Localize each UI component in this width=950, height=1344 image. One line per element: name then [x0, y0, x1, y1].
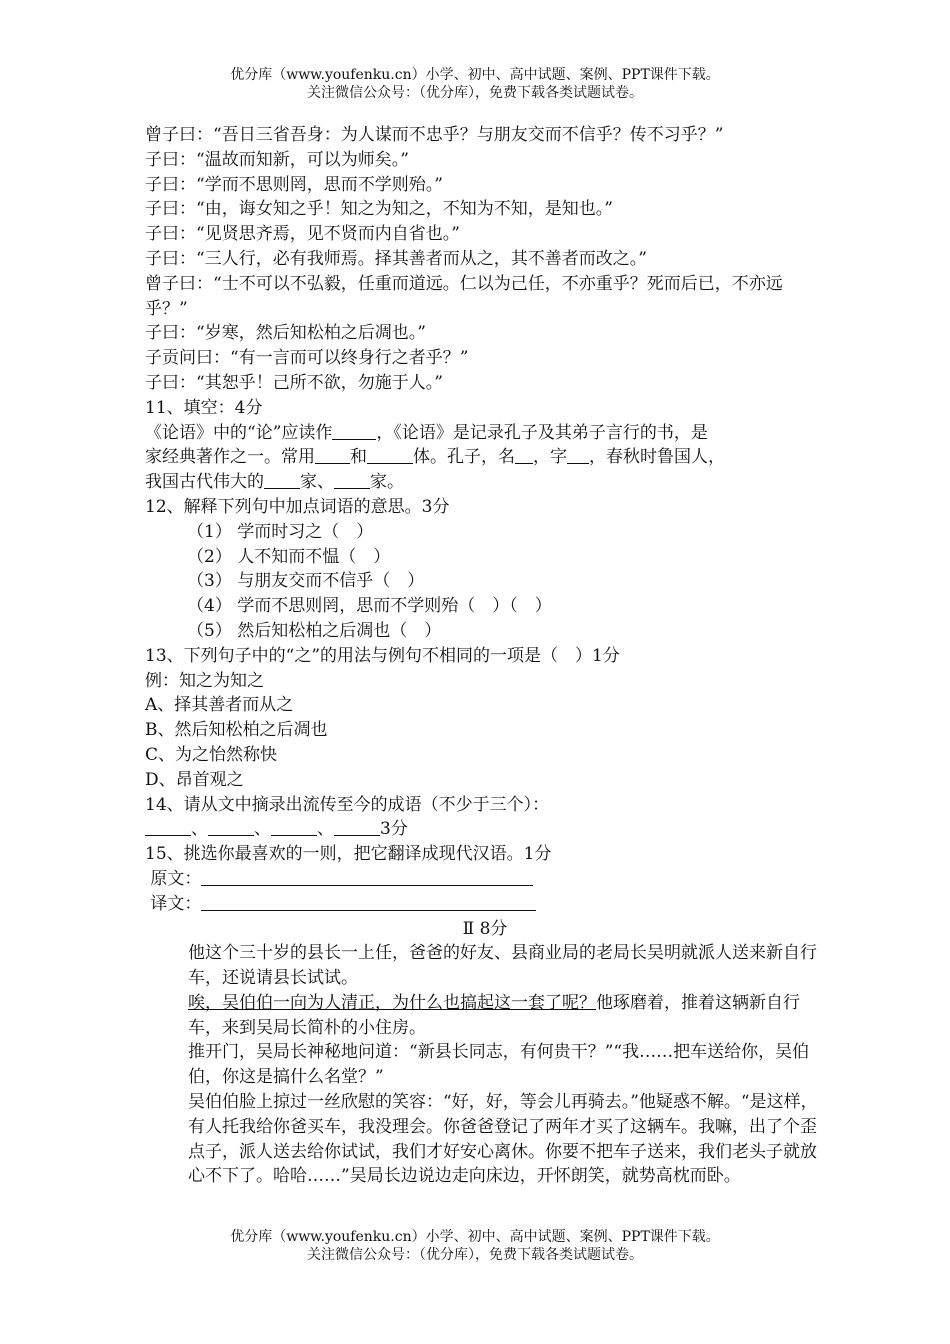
q11-blank-courtesy-name[interactable]: [567, 447, 589, 464]
q11-blank-role-2[interactable]: [334, 472, 370, 489]
passage-paragraph-4: 吴伯伯脸上掠过一丝欣慰的笑容：“好，好，等会儿再骑去。”他疑惑不解。“是这样，有人托我给你爸买车，我没理会。你爸爸登记了两年才买了这辆车。我嘛，出了个歪点子，派人送去给你试试，我们才好安心离休。你要不把车子送来，我们老头子就放心不下了。哈哈……”吴局长边说边走向床边，开怀朗笑，就势高枕而卧。: [188, 1092, 818, 1187]
q13-option-c: C、为之怡然称快: [145, 744, 278, 765]
quote-2: 子曰：“温故而知新，可以为师矣。”: [145, 149, 409, 170]
q11-text-2: ，《论语》是记录孔子及其弟子言行的书，是: [376, 422, 708, 443]
section-2-heading: Ⅱ 8分: [462, 918, 508, 939]
q11-text-4: 和: [350, 447, 367, 468]
q11-text-1: 《论语》中的“论”应读作: [145, 422, 333, 443]
q13-option-d: D、昂首观之: [145, 769, 244, 790]
q12-item-3: （3） 与朋友交而不信乎（ ）: [187, 571, 425, 592]
passage-paragraph-2: [145, 991, 825, 1041]
q11-blank-role-1[interactable]: [264, 472, 300, 489]
quote-3: 子曰：“学而不思则罔，思而不学则殆。”: [145, 174, 443, 195]
q11-line-3: [145, 470, 825, 495]
q11-blank-style-2[interactable]: [367, 447, 413, 464]
quote-1: 曾子曰：“吾日三省吾身：为人谋而不忠乎？与朋友交而不信乎？传不习乎？”: [145, 125, 724, 145]
page-footer: [0, 1228, 950, 1264]
q12-item-1: （1） 学而时习之（ ）: [187, 521, 374, 542]
q11-text-5: 体。孔子，名: [413, 447, 515, 468]
q13-example: 例：知之为知之: [145, 670, 264, 691]
header-line-1: 优分库（www.youfenku.cn）小学、初中、高中试题、案例、PPT课件下载。: [230, 67, 720, 83]
q13-option-a: A、择其善者而从之: [145, 695, 294, 716]
q13-title: 13、下列句子中的“之”的用法与例句不相同的一项是（ ）1分: [145, 645, 620, 666]
q11-blank-style-1[interactable]: [315, 447, 350, 464]
q14-answer-line: [145, 817, 825, 842]
q14-blank-1[interactable]: [145, 819, 191, 836]
quote-4: 子曰：“由，诲女知之乎！知之为知之，不知为不知，是知也。”: [145, 199, 613, 220]
q11-text-9: 家、: [300, 472, 334, 493]
quote-5: 子曰：“见贤思齐焉，见不贤而内自省也。”: [145, 224, 460, 245]
page-header: [0, 66, 950, 102]
q15-title: 15、挑选你最喜欢的一则，把它翻译成现代汉语。1分: [145, 844, 552, 865]
footer-line-1: 优分库（www.youfenku.cn）小学、初中、高中试题、案例、PPT课件下载。: [230, 1229, 720, 1245]
q14-blank-4[interactable]: [334, 819, 380, 836]
quote-8: 子曰：“岁寒，然后知松柏之后凋也。”: [145, 323, 426, 344]
q15-original-label: 原文：: [150, 868, 202, 889]
header-line-2: 关注微信公众号：（优分库），免费下载各类试题试卷。: [307, 85, 643, 101]
q12-item-5: （5） 然后知松柏之后凋也（ ）: [187, 620, 442, 641]
passage-paragraph-1: 他这个三十岁的县长一上任，爸爸的好友、县商业局的老局长吴明就派人送来新自行车，还说请县长试试。: [188, 943, 817, 989]
quote-9: 子贡问曰：“有一言而可以终身行之者乎？”: [145, 348, 469, 369]
footer-line-2: 关注微信公众号：（优分库），免费下载各类试题试卷。: [307, 1247, 643, 1263]
q11-text-3: 家经典著作之一。常用: [145, 447, 315, 468]
q12-item-4: （4） 学而不思则罔，思而不学则殆（ ）（ ）: [187, 596, 552, 617]
q11-text-6: ，字: [533, 447, 567, 468]
q11-blank-pronunciation[interactable]: [332, 423, 376, 440]
q14-sep-2: 、: [254, 819, 271, 840]
q15-original-line: [145, 867, 825, 892]
passage-underlined-sentence: 唉，吴伯伯一向为人清正，为什么也搞起这一套了呢？: [188, 992, 596, 1013]
document-body: [145, 123, 825, 1189]
q13-option-b: B、然后知松柏之后凋也: [145, 720, 328, 741]
quote-7: 曾子曰：“士不可以不弘毅，任重而道远。仁以为己任，不亦重乎？死而后已，不亦远乎？”: [145, 273, 783, 319]
quote-10: 子曰：“其恕乎！己所不欲，勿施于人。”: [145, 372, 443, 393]
q14-blank-3[interactable]: [271, 819, 317, 836]
q15-translation-blank[interactable]: [201, 894, 536, 911]
passage-paragraph-2-rest: 他琢磨着，推着这辆新自行车，来到吴局长简朴的小住房。: [188, 992, 800, 1038]
q15-translation-line: [145, 892, 825, 917]
q14-title: 14、请从文中摘录出流传至今的成语（不少于三个）：: [145, 794, 550, 815]
q12-title: 12、解释下列句中加点词语的意思。3分: [145, 496, 450, 517]
q11-line-1: [145, 421, 825, 446]
q11-text-7: ，春秋时鲁国人，: [589, 447, 725, 468]
passage-paragraph-3: 推开门，吴局长神秘地问道：“新县长同志，有何贵干？”“我……把车送给你，吴伯伯，你这是搞什么名堂？”: [188, 1042, 810, 1088]
q12-item-2: （2） 人不知而不愠（ ）: [187, 546, 391, 567]
q14-sep-1: 、: [191, 819, 208, 840]
quote-6: 子曰：“三人行，必有我师焉。择其善者而从之，其不善者而改之。”: [145, 248, 647, 269]
q11-line-2: [145, 445, 825, 470]
q15-original-blank[interactable]: [201, 869, 533, 886]
q14-blank-2[interactable]: [208, 819, 254, 836]
q14-score: 3分: [380, 819, 408, 840]
q14-sep-3: 、: [317, 819, 334, 840]
q11-blank-name[interactable]: [515, 447, 533, 464]
q15-translation-label: 译文：: [150, 893, 202, 914]
q11-text-10: 家。: [370, 472, 404, 493]
q11-title: 11、填空：4分: [145, 397, 263, 418]
q11-text-8: 我国古代伟大的: [145, 472, 264, 493]
